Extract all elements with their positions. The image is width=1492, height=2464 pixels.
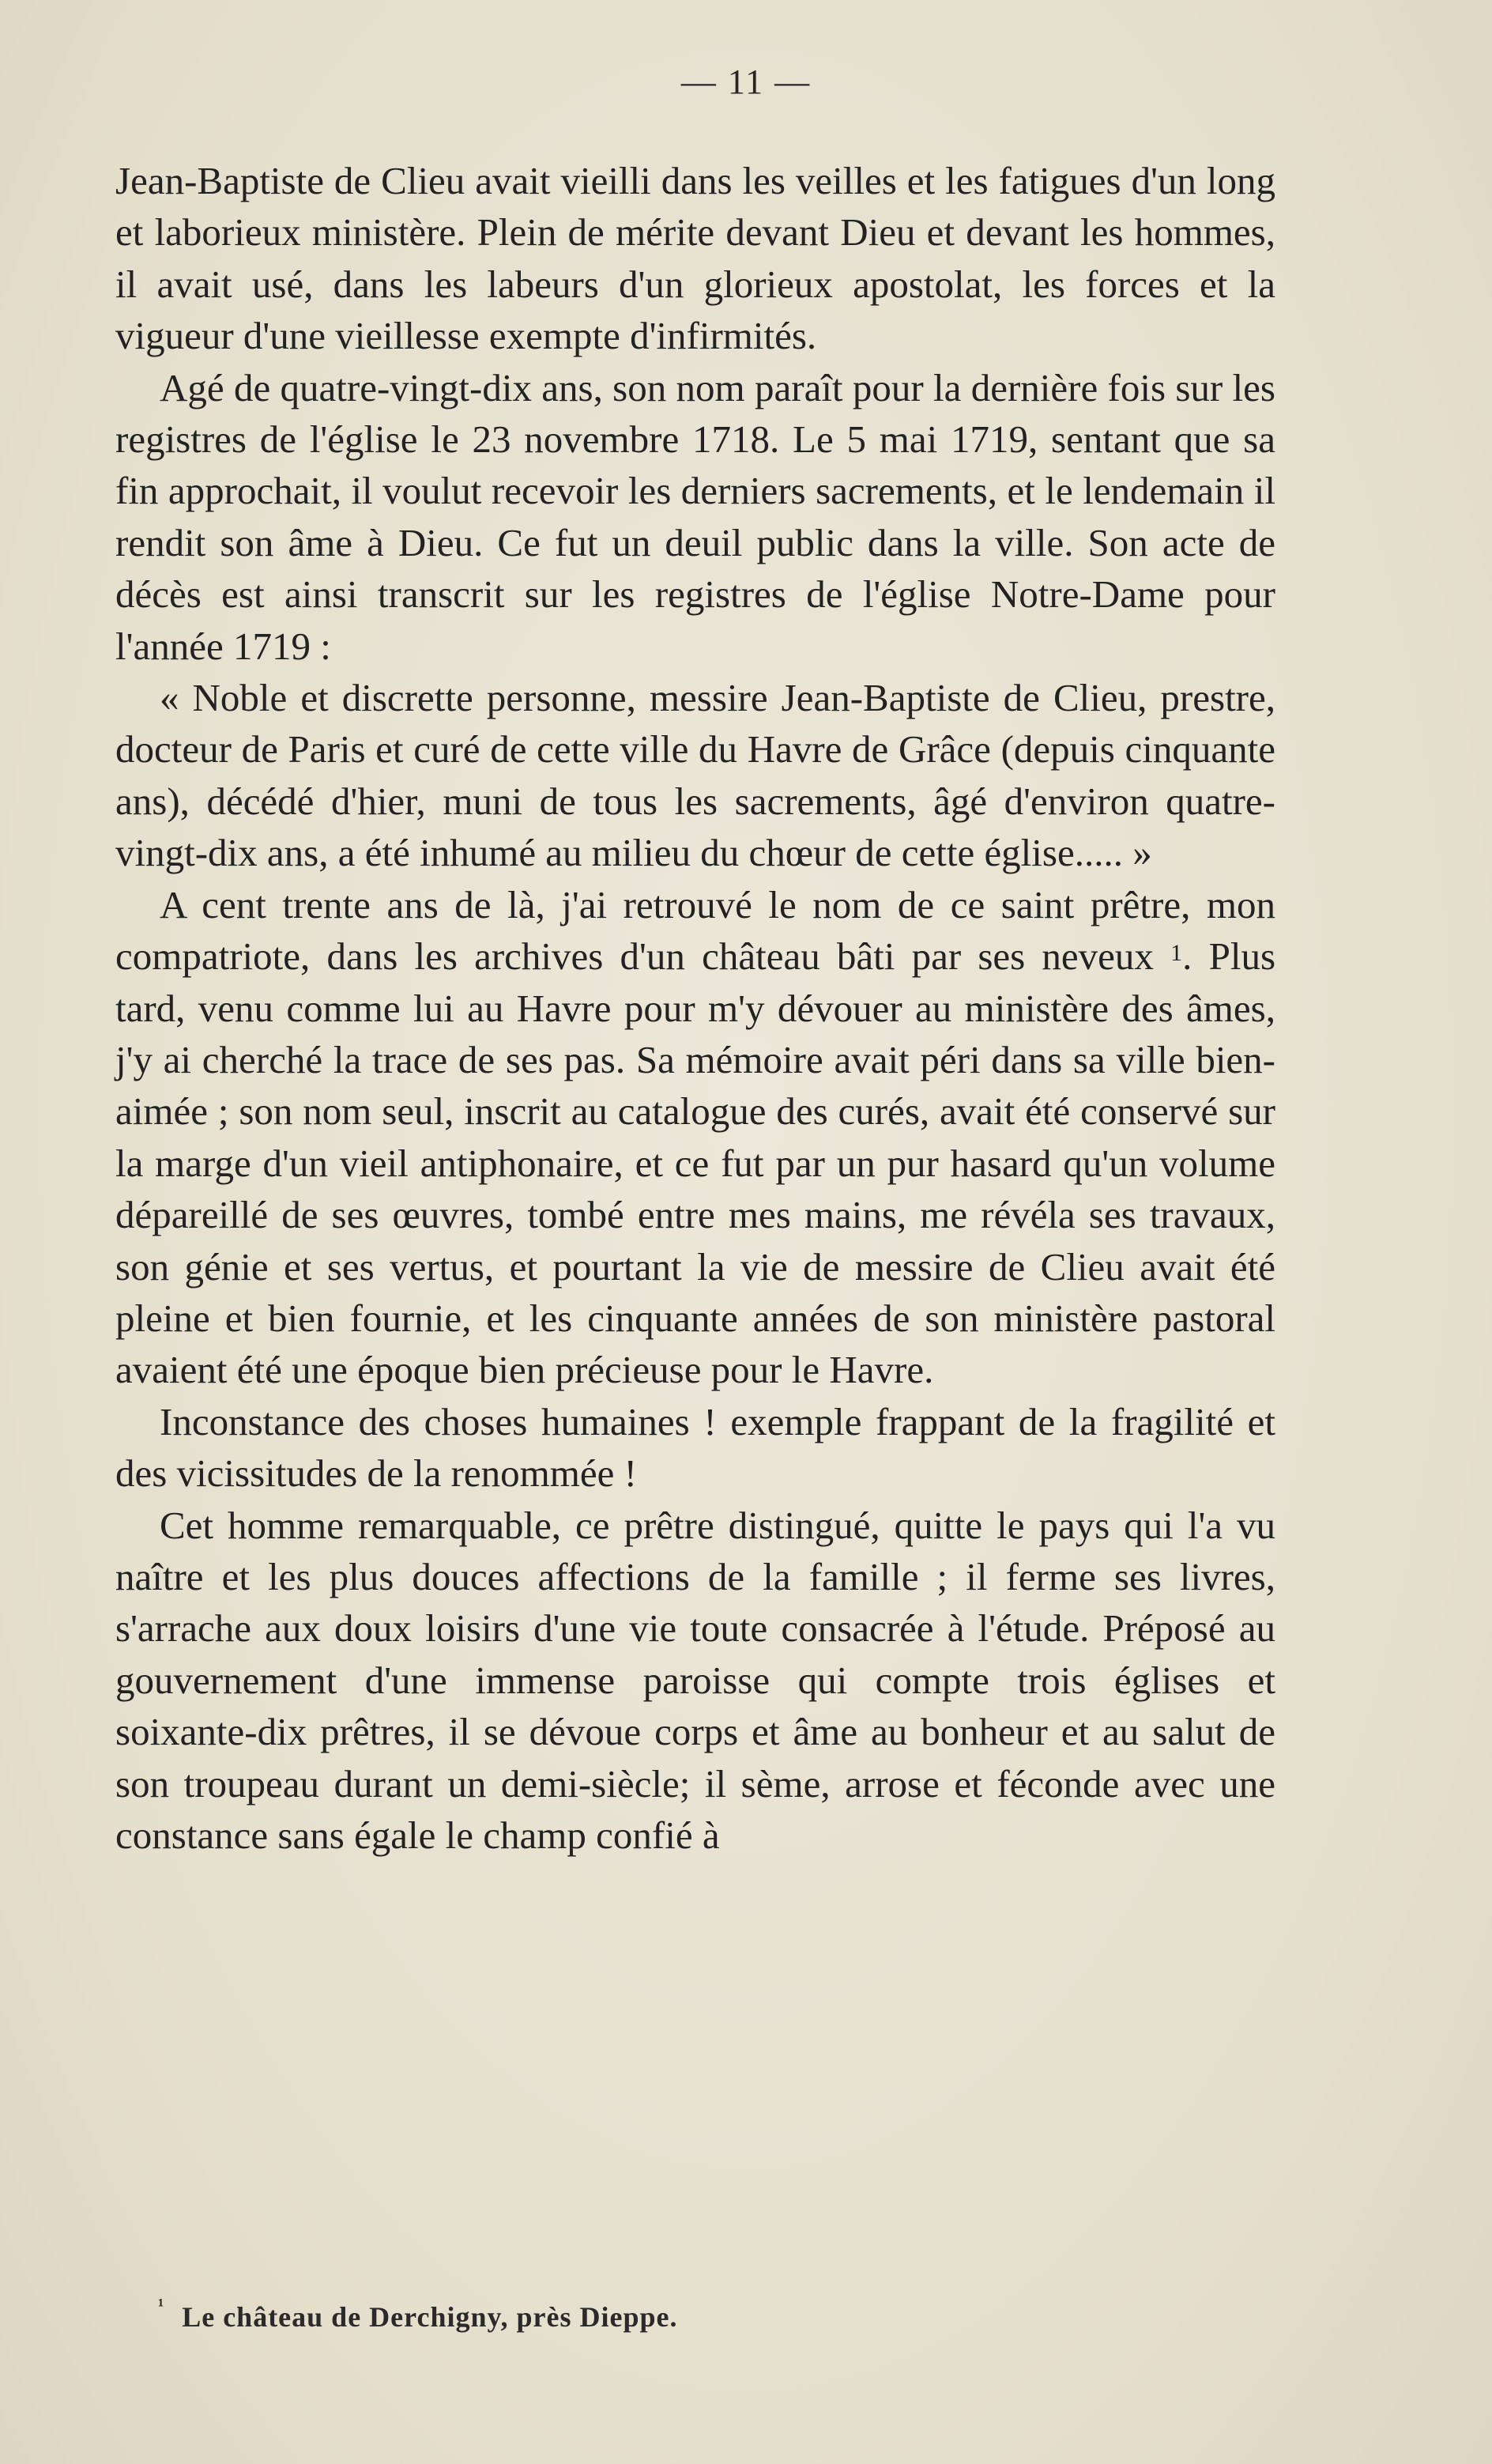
main-text — [115, 155, 1275, 1861]
paragraph-1: Jean-Baptiste de Clieu avait vieilli dans les veilles et les fatigues d'un long et laborieux ministère. Plein de mérite devant Dieu et devant les hommes, il avait usé, dans les labeurs d'un glorieux apostolat, les forces et la vigueur d'une vieillesse exempte d'infirmités. — [115, 159, 1275, 358]
footnote-reference: 1 — [1170, 940, 1183, 967]
footnote-text: Le château de Derchigny, près Dieppe. — [182, 2301, 678, 2333]
paragraph-3-quotation: « Noble et discrette personne, messire Jean-Baptiste de Clieu, prestre, docteur de Paris et curé de cette ville du Havre de Grâce (depuis cinquante ans), décédé d'hier, muni de tous les sacrements, âgé d'environ quatre-vingt-dix ans, a été inhumé au milieu du chœur de cette église..... » — [115, 676, 1275, 875]
paragraph-4 — [115, 879, 1275, 1396]
footnote — [158, 2296, 1264, 2334]
paragraph-5: Inconstance des choses humaines ! exemple frappant de la fragilité et des vicissitudes de la renommée ! — [115, 1399, 1275, 1496]
paragraph-6: Cet homme remarquable, ce prêtre distingué, quitte le pays qui l'a vu naître et les plus douces affections de la famille ; il ferme ses livres, s'arrache aux doux loisirs d'une vie toute consacrée à l'étude. Préposé au gouvernement d'une immense paroisse qui compte trois églises et soixante-dix prêtres, il se dévoue corps et âme au bonheur et au salut de son troupeau durant un demi-siècle; il sème, arrose et féconde avec une constance sans égale le champ confié à — [115, 1503, 1275, 1857]
page-number-header: — 11 — — [680, 62, 812, 101]
paragraph-2: Agé de quatre-vingt-dix ans, son nom paraît pour la dernière fois sur les registres de l'église le 23 novembre 1718. Le 5 mai 1719, sentant que sa fin approchait, il voulut recevoir les derniers sacrements, et le lendemain il rendit son âme à Dieu. Ce fut un deuil public dans la ville. Son acte de décès est ainsi transcrit sur les registres de l'église Notre-Dame pour l'année 1719 : — [115, 365, 1275, 668]
footnote-mark: ¹ — [158, 2296, 165, 2316]
paragraph-4-rest: . Plus tard, venu comme lui au Havre pour m'y dévouer au ministère des âmes, j'y ai cherché la trace de ses pas. Sa mémoire avait péri dans sa ville bien-aimée ; son nom seul, inscrit au catalogue des curés, avait été conservé sur la marge d'un vieil antiphonaire, et ce fut par un pur hasard qu'un volume dépareillé de ses œuvres, tombé entre mes mains, me révéla ses travaux, son génie et ses vertus, et pourtant la vie de messire de Clieu avait été pleine et bien fournie, et les cinquante années de son ministère pastoral avaient été une époque bien précieuse pour le Havre. — [115, 934, 1276, 1392]
paragraph-4-start: A cent trente ans de là, j'ai retrouvé le nom de ce saint prêtre, mon compatriote, dans les archives d'un château bâti par ses neveux — [115, 882, 1275, 979]
